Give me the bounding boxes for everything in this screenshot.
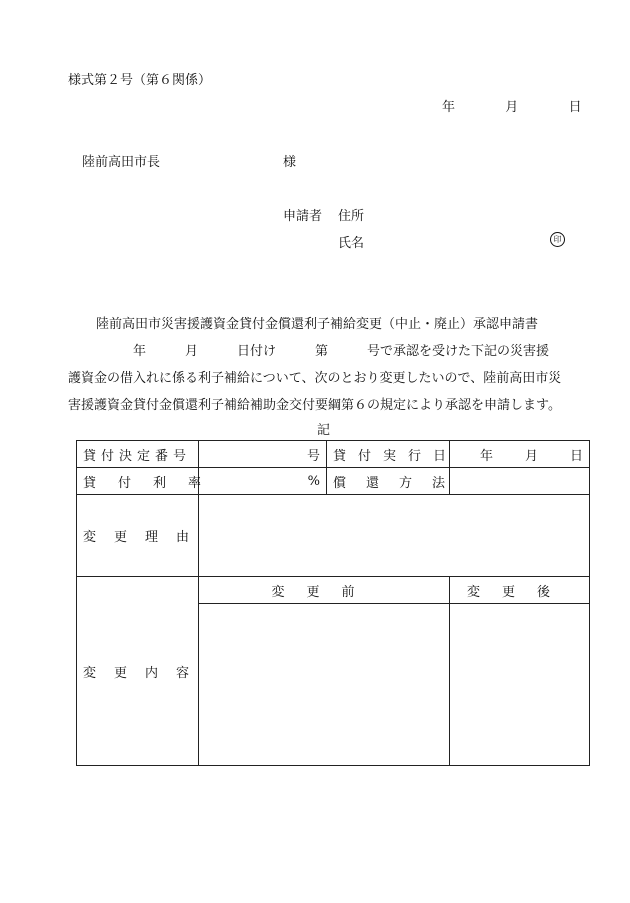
loan-decision-number-cell[interactable] xyxy=(199,441,327,468)
loan-execution-date-text: 貸付実行日 xyxy=(333,448,459,464)
addressee-name: 陸前高田市長 xyxy=(82,155,161,170)
change-reason-text: 変更理由 xyxy=(83,530,208,545)
table-row xyxy=(77,468,590,495)
exec-month-label: 月 xyxy=(524,448,538,464)
date-month-label: 月 xyxy=(505,100,519,115)
change-before-text: 変更前 xyxy=(271,584,377,600)
date-line xyxy=(442,96,582,115)
loan-interest-rate-text: 貸付利率 xyxy=(83,475,224,491)
table-row xyxy=(77,495,590,577)
loan-execution-date-cell[interactable] xyxy=(450,441,590,468)
change-content-text: 変更内容 xyxy=(83,665,208,681)
document-title: 陸前高田市災害援護資金貸付金償還利子補給変更（中止・廃止）承認申請書 xyxy=(96,317,539,332)
exec-date-parts xyxy=(456,445,583,464)
repayment-method-text: 償還方法 xyxy=(333,475,466,491)
change-before-cell[interactable] xyxy=(199,604,450,766)
change-content-label xyxy=(77,577,208,766)
applicant-label: 申請者 xyxy=(283,209,323,224)
body-text-line-3: 害援護資金貸付金償還利子補給補助金交付要綱第６の規定により承認を申請します。 xyxy=(68,398,561,413)
number-suffix: 号 xyxy=(306,448,320,464)
loan-decision-number-label xyxy=(77,441,199,468)
date-day-label: 日 xyxy=(568,100,582,115)
body-text-line-2: 護資金の借入れに係る利子補給について、次のとおり変更したいので、陸前高田市災 xyxy=(68,371,562,386)
change-reason-cell[interactable] xyxy=(199,495,590,577)
change-after-header xyxy=(450,577,590,604)
change-after-text: 変更後 xyxy=(466,584,572,600)
body-text-line-1: 年 月 日付け 第 号で承認を受けた下記の災害援 xyxy=(68,344,550,359)
percent-suffix: % xyxy=(307,473,320,489)
form-number: 様式第２号（第６関係） xyxy=(68,73,212,88)
applicant-name-label: 氏名 xyxy=(338,236,365,251)
applicant-address-label: 住所 xyxy=(338,209,365,224)
table-row xyxy=(77,441,590,468)
loan-decision-number-text: 貸付決定番号 xyxy=(83,448,192,464)
table-row xyxy=(77,577,590,604)
loan-interest-rate-label xyxy=(77,468,224,495)
change-reason-label xyxy=(77,495,208,577)
repayment-method-label xyxy=(327,468,466,495)
date-year-label: 年 xyxy=(442,100,456,115)
change-before-header xyxy=(199,577,450,604)
seal-icon: 印 xyxy=(550,232,565,247)
repayment-method-cell[interactable] xyxy=(450,468,590,495)
application-table xyxy=(76,440,590,766)
loan-execution-date-label xyxy=(327,441,459,468)
exec-year-label: 年 xyxy=(479,448,493,464)
addressee-honorific: 様 xyxy=(283,155,297,170)
ki-heading: 記 xyxy=(317,423,331,438)
exec-day-label: 日 xyxy=(569,448,583,464)
label-spread xyxy=(83,445,192,464)
change-after-cell[interactable] xyxy=(450,604,590,766)
